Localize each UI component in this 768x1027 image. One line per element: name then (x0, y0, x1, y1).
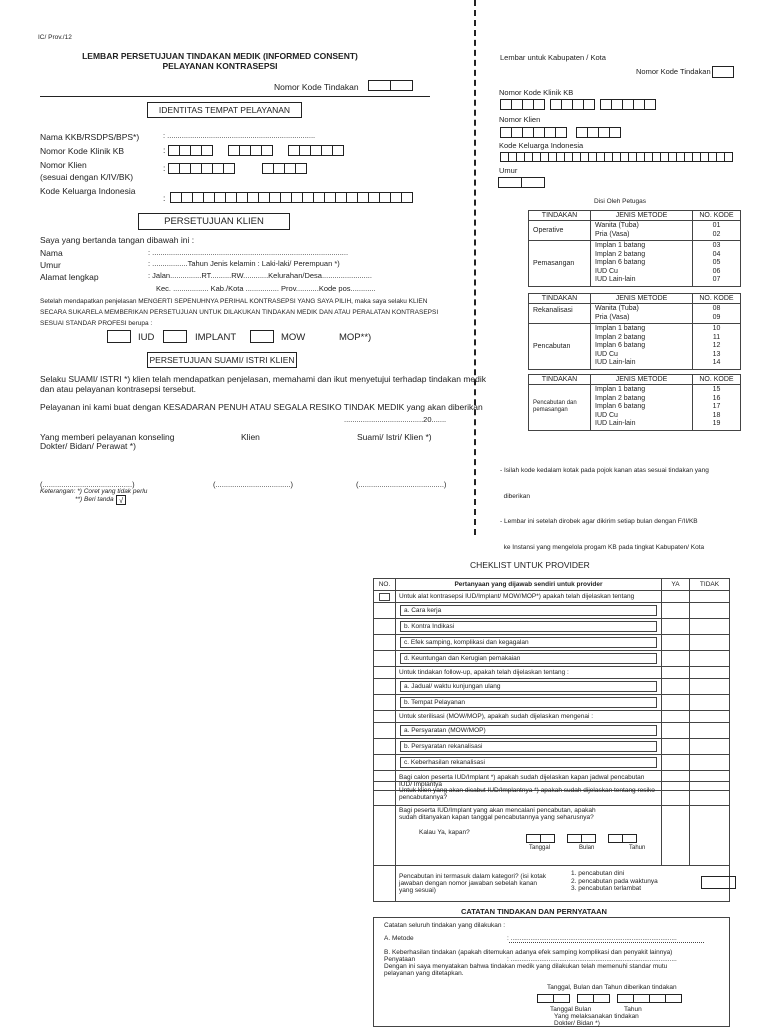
right-keluarga-boxes[interactable] (500, 152, 732, 162)
no-cell (374, 782, 396, 806)
ya-cell[interactable] (662, 782, 690, 806)
sign-line-3[interactable]: (.........................................) (356, 480, 447, 489)
th-kode: NO. KODE (693, 375, 741, 385)
implant-label: IMPLANT (195, 332, 237, 343)
checklist-question: c. Efek samping, komplikasi dan kegagalan (396, 635, 662, 651)
mow-checkbox[interactable] (250, 330, 274, 343)
check-mark-box: √ (116, 495, 126, 505)
no-cell (374, 679, 396, 695)
right-klinik-boxes[interactable] (500, 99, 655, 110)
th-tidak: TIDAK (690, 579, 730, 591)
no-cell (374, 651, 396, 667)
nomor-kode-tindakan-label: Nomor Kode Tindakan (274, 82, 359, 92)
ya-cell[interactable] (662, 755, 690, 771)
doc-title-1: LEMBAR PERSETUJUAN TINDAKAN MEDIK (INFORMED CONSENT) (82, 51, 358, 61)
right-klien-label: Nomor Klien (499, 115, 541, 124)
tidak-cell[interactable] (690, 619, 730, 635)
checklist-question: d. Keuntungan dan Kerugian pemakaian (396, 651, 662, 667)
right-umur-label: Umur (499, 166, 518, 175)
no-cell (374, 695, 396, 711)
kode-cell: 10 11 12 13 14 (693, 324, 741, 370)
date-label-tahun: Tahun (629, 845, 646, 851)
right-keluarga-label: Kode Keluarga Indonesia (499, 141, 584, 150)
ya-cell[interactable] (662, 723, 690, 739)
pelayanan-line: Pelayanan ini kami buat dengan KESADARAN PENUH ATAU SEGALA RESIKO TINDAK MEDIK yang akan diberikan (40, 402, 483, 412)
th-tindakan: TINDAKAN (529, 375, 591, 385)
tear-line (474, 0, 476, 535)
tidak-cell[interactable] (690, 806, 730, 866)
tindakan-cell: Operative (529, 221, 591, 241)
th-ya: YA (662, 579, 690, 591)
th-kode: NO. KODE (693, 294, 741, 304)
dokter-bidan: Dokter/ Bidan *) (554, 1020, 600, 1027)
header-rule (40, 96, 430, 97)
metode-cell: Wanita (Tuba) Pria (Vasa) (591, 304, 693, 324)
no-cell (374, 619, 396, 635)
checklist-question: a. Persyaratan (MOW/MOP) (396, 723, 662, 739)
tidak-cell[interactable] (690, 635, 730, 651)
yang-melaksanakan: Yang melaksanakan tindakan (554, 1013, 639, 1020)
tidak-cell[interactable] (690, 755, 730, 771)
date-label-tanggal: Tanggal (529, 845, 551, 851)
doc-code: IC/ Prov./12 (38, 34, 72, 41)
metode-cell: Wanita (Tuba) Pria (Vasa) (591, 221, 693, 241)
metode-cell: Implan 1 batang Implan 2 batang Implan 6 batang IUD Cu IUD Lain-lain (591, 241, 693, 287)
ya-cell[interactable] (662, 603, 690, 619)
tindakan-cell: Pencabutan dan pemasangan (529, 385, 591, 431)
kode-table-1 (528, 210, 741, 287)
checklist-question: Untuk sterilisasi (MOW/MOP), apakah sudah dijelaskan mengenai : (396, 711, 662, 723)
metode-cell: Implan 1 batang Implan 2 batang Implan 6 batang IUD Cu IUD Lain-lain (591, 385, 693, 431)
ya-cell[interactable] (662, 651, 690, 667)
checklist-question: Bagi calon peserta IUD/Implant *) apakah sudah dijelaskan kapan jadwal pencabutan IUD/ Implantya (396, 771, 662, 791)
tidak-cell[interactable] (690, 711, 730, 723)
iud-label: IUD (138, 332, 155, 343)
sign-line-1[interactable]: (...........................................) (40, 480, 135, 489)
th-metode: JENIS METODE (591, 375, 693, 385)
klien-umur-field[interactable]: : .................Tahun Jenis kelamin : Laki-laki/ Perempuan *) (148, 259, 340, 268)
lembar-label: Lembar untuk Kabupaten / Kota (500, 53, 606, 62)
no-cell (374, 739, 396, 755)
identitas-labels: Nama KKB/RSDPS/BPS*) Nomor Kode Klinik KB Nomor Klien (sesuai dengan K/IV/BK) Kode Keluarga Indonesia (40, 132, 140, 196)
kategori-options: 1. pencabutan dini 2. pencabutan pada waktunya 3. pencabutan terlambat (571, 870, 658, 892)
iud-checkbox[interactable] (107, 330, 131, 343)
checklist-question: c. Keberhasilan rekanalisasi (396, 755, 662, 771)
no-cell (374, 603, 396, 619)
penyataan-field[interactable]: : ............................................................................................ (507, 956, 677, 963)
no-cell (374, 635, 396, 651)
kode-cell: 01 02 (693, 221, 741, 241)
date-label-bulan: Bulan (579, 845, 595, 851)
kode-keluarga-boxes[interactable] (170, 192, 412, 203)
signer-1-sub: Dokter/ Bidan/ Perawat *) (40, 441, 136, 451)
tgl-label-tahun: Tahun (624, 1006, 642, 1013)
signer-2: Klien (241, 432, 260, 442)
sign-line-2[interactable]: (....................................) (213, 480, 294, 489)
keberhasilan-label: B. Keberhasilan tindakan (apakah ditemukan adanya efek samping komplikasi dan penyakit lainnya) (384, 949, 673, 956)
kalau-ya-label: Kalau Ya, kapan? (419, 829, 470, 836)
no-cell (374, 806, 396, 866)
colon-2: : (163, 163, 166, 173)
keterangan-1: Keterangan: *) Coret yang tidak perlu (40, 488, 148, 495)
ya-cell[interactable] (662, 711, 690, 723)
no-cell (374, 591, 396, 603)
tindakan-cell: Pemasangan (529, 241, 591, 287)
setelah-paragraph: Setelah mendapatkan penjelasan MENGERTI SEPENUHNYA PERIHAL KONTRASEPSI YANG SAYA PILIH, maka saya selaku KLIEN SECARA SUKARELA MEMBERIKAN PERSETUJUAN UNTUK DILAKUKAN TINDAKAN MEDIK DAN ATAU PERALATAN KONTRASEPSI SESUAI STANDAR PROFESI berupa : (40, 298, 439, 327)
no-cell (374, 723, 396, 739)
colon-3: : (163, 193, 166, 203)
ya-cell[interactable] (662, 619, 690, 635)
no-cell (374, 866, 396, 902)
checklist-question: a. Cara kerja (396, 603, 662, 619)
metode-label: A. Metode (384, 935, 414, 942)
nomor-klien-boxes[interactable] (168, 163, 306, 174)
ya-cell[interactable] (662, 591, 690, 603)
right-notes: - Isilah kode kedalam kotak pada pojok kanan atas sesuai tindakan yang diberikan - Lembar ini setelah dirobek agar dikirim setiap bulan dengan F/II/KB ke Instansi yang mengelola progam KB pada tingkat Kabupaten/ Kota (500, 467, 709, 551)
method-options (107, 330, 467, 346)
bagi-question: Bagi peserta IUD/Implant yang akan mencalani pencabutan, apakah sudah ditanyakan kapan tanggal pencabutannya yang seharusnya? Kalau Ya, kapan? Tanggal Bulan Tahun (396, 806, 662, 866)
checklist-table (373, 578, 730, 791)
metode-cell: Implan 1 batang Implan 2 batang Implan 6 batang IUD Cu IUD Lain-lain (591, 324, 693, 370)
colon-1: : (163, 145, 166, 155)
ya-cell[interactable] (662, 739, 690, 755)
th-pertanyaan: Pertanyaan yang dijawab sendiri untuk provider (396, 579, 662, 591)
no-cell (374, 755, 396, 771)
tgl-diberikan-boxes[interactable] (537, 994, 681, 1003)
right-klinik-label: Nomor Kode Klinik KB (499, 88, 574, 97)
tidak-cell[interactable] (690, 679, 730, 695)
tidak-cell[interactable] (690, 667, 730, 679)
mop-label: MOP**) (339, 332, 372, 343)
checklist-question: Untuk alat kontrasepsi IUD/Implant/ MOW/MOP*) apakah telah dijelaskan tentang (396, 591, 662, 603)
kode-cell: 03 04 05 06 07 (693, 241, 741, 287)
ya-cell[interactable] (662, 679, 690, 695)
no-cell (374, 711, 396, 723)
right-klien-boxes[interactable] (500, 127, 620, 138)
checklist-question: b. Tempat Pelayanan (396, 695, 662, 711)
suami-header: PERSETUJUAN SUAMI/ ISTRI KLIEN (147, 352, 297, 368)
th-metode: JENIS METODE (591, 294, 693, 304)
klien-alamat-field-2[interactable]: Kec. ................. Kab./Kota ................ Prov...........Kode pos............ (156, 284, 376, 293)
th-kode: NO. KODE (693, 211, 741, 221)
tidak-cell[interactable] (690, 603, 730, 619)
klinik-kb-boxes[interactable] (168, 145, 343, 156)
ya-cell[interactable] (662, 695, 690, 711)
implant-checkbox[interactable] (163, 330, 187, 343)
tidak-cell[interactable] (690, 723, 730, 739)
th-tindakan: TINDAKAN (529, 294, 591, 304)
metode-field[interactable]: : ............................................................................................ (507, 935, 677, 942)
kode-table-2 (528, 293, 741, 370)
th-no: NO. (374, 579, 396, 591)
ya-cell[interactable] (662, 667, 690, 679)
ya-cell[interactable] (662, 635, 690, 651)
klien-labels: Nama Umur Alamat lengkap (40, 248, 99, 282)
signer-1: Yang memberi pelayanan konseling (40, 432, 175, 442)
checklist-question: Untuk tindakan follow-up, apakah telah dijelaskan tentang : (396, 667, 662, 679)
tidak-cell[interactable] (690, 695, 730, 711)
no-cell (374, 667, 396, 679)
persetujuan-klien-header: PERSETUJUAN KLIEN (138, 213, 290, 230)
right-umur-boxes[interactable] (498, 177, 544, 188)
tindakan-cell: Pencabutan (529, 324, 591, 370)
mow-label: MOW (281, 332, 306, 343)
klien-alamat-field[interactable]: : Jalan...............RT..........RW............Kelurahan/Desa........................ (148, 271, 372, 280)
kode-cell: 08 09 (693, 304, 741, 324)
suami-paragraph: Selaku SUAMI/ ISTRI *) klien telah mendapatkan penjelasan, memahami dan ikut menyetujui terhadap tindakan medik dan atau pelayanan kontrasepsi tersebut. (40, 374, 487, 394)
tidak-cell[interactable] (690, 591, 730, 603)
tidak-cell[interactable] (690, 739, 730, 755)
checklist-question: b. Persyaratan rekanalisasi (396, 739, 662, 755)
keterangan-2: **) Beri tanda (75, 496, 114, 503)
tgl-label-tanggal-bulan: Tanggal Bulan (550, 1006, 592, 1013)
pencabutan-table (373, 781, 730, 902)
signer-3: Suami/ Istri/ Klien *) (357, 432, 432, 442)
th-metode: JENIS METODE (591, 211, 693, 221)
ya-cell[interactable] (662, 806, 690, 866)
kategori-answer-box[interactable] (701, 876, 736, 889)
date-field[interactable]: ......................................20....... (344, 415, 447, 424)
tidak-cell[interactable] (690, 651, 730, 667)
disi-label: Disi Oleh Petugas (594, 198, 647, 205)
checklist-title: CHEKLIST UNTUK PROVIDER (470, 560, 590, 570)
doc-title-2: PELAYANAN KONTRASEPSI (162, 61, 278, 71)
catatan-intro: Catatan seluruh tindakan yang dilakukan : (384, 922, 506, 929)
tindakan-cell: Rekanalisasi (529, 304, 591, 324)
cabut-date-boxes[interactable] (526, 834, 636, 843)
klien-nama-field[interactable]: : .............................................................................................. (148, 248, 349, 257)
catatan-box (373, 917, 730, 1027)
th-tindakan: TINDAKAN (529, 211, 591, 221)
dengan-statement: Dengan ini saya menyatakan bahwa tindakan medik yang dilakukan telah memenuhi standar mutu pelayanan yang ditetapkan. (384, 963, 668, 977)
right-nomor-kode-tindakan: Nomor Kode Tindakan (636, 67, 711, 76)
kode-table-3 (528, 374, 741, 431)
right-kode-tindakan-box[interactable] (712, 66, 734, 78)
tgl-diberikan-label: Tanggal, Bulan dan Tahun diberikan tindakan (547, 984, 677, 991)
cabut-question: Untuk klien yang akan dicabut IUD/Implantnya *) apakah sudah dijelaskan tentang resiko pencabutannya? (396, 782, 662, 806)
catatan-title: CATATAN TINDAKAN DAN PERNYATAAN (461, 907, 607, 916)
metode-field-2[interactable] (509, 942, 704, 943)
checklist-question: a. Jadual/ waktu kunjungan ulang (396, 679, 662, 695)
identitas-header: IDENTITAS TEMPAT PELAYANAN (147, 102, 302, 118)
checklist-question: b. Kontra Indikasi (396, 619, 662, 635)
kode-cell: 15 16 17 18 19 (693, 385, 741, 431)
kategori-question: Pencabutan ini termasuk dalam kategori? (isi kotak jawaban dengan nomor jawaban sebelah kanan yang sesuai) 1. pencabutan dini 2. pencabutan pada waktunya 3. pencabutan terlambat (396, 866, 730, 902)
tidak-cell[interactable] (690, 782, 730, 806)
penyataan-label: Penyataan (384, 956, 416, 963)
nomor-kode-tindakan-boxes[interactable] (368, 80, 412, 91)
nama-kkb-field[interactable]: : ....................................................................... (163, 131, 316, 140)
saya-line: Saya yang bertanda tangan dibawah ini : (40, 235, 195, 245)
